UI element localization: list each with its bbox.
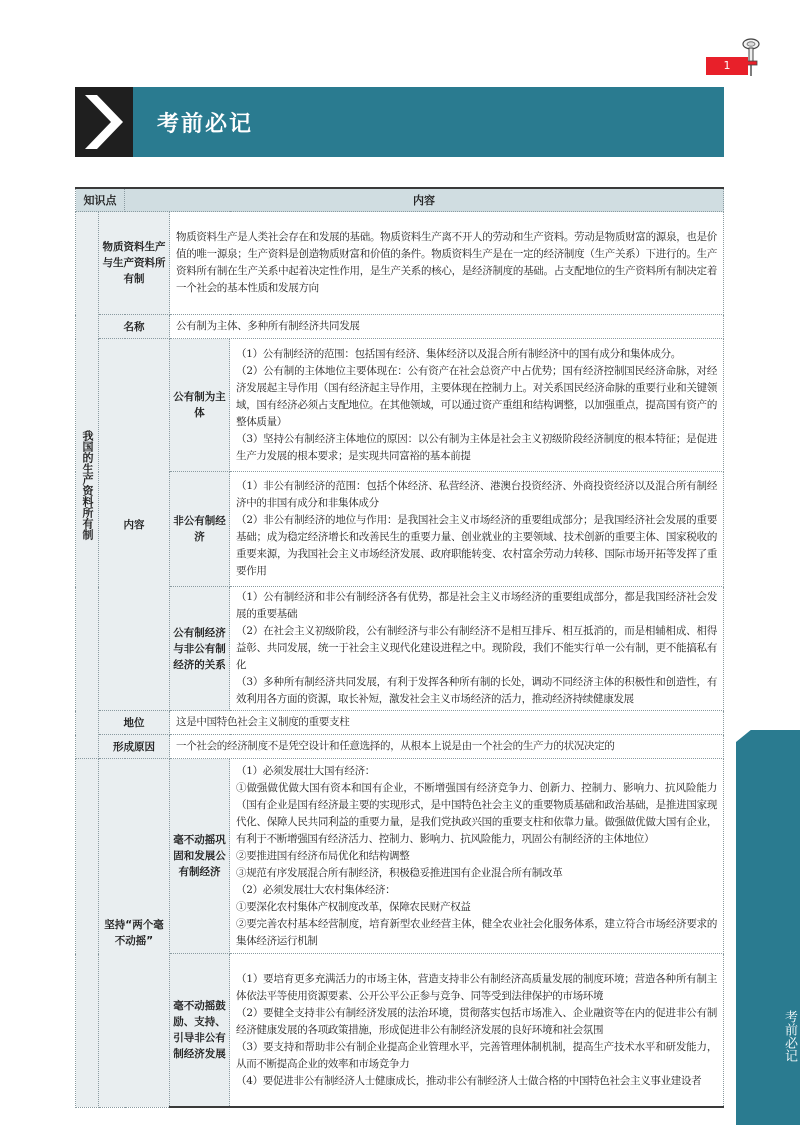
header-content: 内容	[125, 188, 724, 212]
main-topic-cell	[76, 212, 99, 759]
content-line: （1）要培育更多充满活力的市场主体，营造支持非公有制经济高质量发展的制度环境；营造各种所有制主体依法平等使用资源要素、公开公平公正参与竞争、同等受到法律保护的市场环境	[236, 972, 718, 1002]
content-line: （2）非公有制经济的地位与作用：是我国社会主义市场经济的重要组成部分；是我国经济社会发展的重要基础；成为稳定经济增长和改善民生的重要力量、创业就业的主要领域、技术创新的重要主体、国家税收的重要来源，为我国社会主义市场经济发展、政府职能转变、农村富余劳动力转移、国际市场开拓等发挥了重要作用	[236, 514, 718, 577]
chevron-block	[75, 87, 133, 157]
table-row	[76, 954, 724, 1108]
sub-label-gongyou: 公有制为主体	[170, 339, 230, 472]
content-line: ①做强做优做大国有资本和国有企业，不断增强国有经济竞争力、创新力、控制力、影响力、抗风险能力（国有企业是国有经济最主要的实现形式，是中国特色社会主义的重要物质基础和政治基础，是推进国家现代化、保障人民共同利益的重要力量，是我们党执政兴国的重要支柱和依靠力量。做强做优做大国有企业，有利于不断增强国有经济活力、控制力、影响力、抗风险能力，巩固公有制经济的主体地位）	[236, 781, 718, 845]
row-content-xingcheng: 一个社会的经济制度不是凭空设计和任意选择的，从根本上说是由一个社会的生产力的状况决定的	[170, 735, 724, 759]
table-row	[76, 472, 724, 587]
content-line: （4）要促进非公有制经济人士健康成长，推动非公有制经济人士做合格的中国特色社会主义事业建设者	[236, 1074, 702, 1087]
sub-content-guanxi	[230, 587, 724, 711]
row-label-diwei: 地位	[99, 711, 170, 735]
row-content-mingcheng: 公有制为主体、多种所有制经济共同发展	[170, 315, 724, 339]
side-tab-label: 考前必记	[782, 1010, 797, 1062]
table-row	[76, 587, 724, 711]
content-line: ②要完善农村基本经营制度，培育新型农业经营主体，健全农业社会化服务体系，建立符合市场经济要求的集体经济运行机制	[236, 917, 718, 947]
row-label-wuzhi: 物质资料生产与生产资料所有制	[99, 212, 170, 315]
table-row	[76, 339, 724, 472]
sub-label-gongyou-zhi: 毫不动摇巩固和发展公有制经济	[170, 759, 230, 954]
row-content-wuzhi: 物质资料生产是人类社会存在和发展的基础。物质资料生产离不开人的劳动和生产资料。劳动是物质财富的源泉，也是价值的唯一源泉；生产资料是创造物质财富和价值的条件。物质资料生产是在一定的经济制度（生产关系）下进行的。生产资料所有制在生产关系中起着决定性作用，是生产关系的核心，是经济制度的基础。占支配地位的生产资料所有制决定着一个社会的基本性质和发展方向	[170, 212, 724, 315]
sub-content-gongyou	[230, 339, 724, 472]
content-line: （2）在社会主义初级阶段，公有制经济与非公有制经济不是相互排斥、相互抵消的，而是相辅相成、相得益彰、共同发展，统一于社会主义现代化建设进程之中。现阶段，我们不能实行单一公有制，更不能搞私有化	[236, 625, 718, 671]
page-number: 1	[706, 57, 748, 75]
main-topic-label: 我国的生产资料所有制	[81, 430, 94, 540]
row-label-jianchi: 坚持“两个毫不动摇”	[99, 759, 170, 1108]
content-line: （1）公有制经济和非公有制经济各有优势，都是社会主义市场经济的重要组成部分，都是我国经济社会发展的重要基础	[236, 591, 718, 620]
table-row	[76, 735, 724, 759]
row-label-mingcheng: 名称	[99, 315, 170, 339]
sub-label-guanxi: 公有制经济与非公有制经济的关系	[170, 587, 230, 711]
sub-content-fei-zhi	[230, 954, 724, 1108]
row-label-xingcheng: 形成原因	[99, 735, 170, 759]
main-topic-cell-continued	[76, 759, 99, 1108]
section-banner	[75, 87, 724, 157]
sub-content-gongyou-zhi	[230, 759, 724, 954]
chevron-right-icon	[75, 87, 133, 157]
side-tab	[736, 730, 800, 1125]
content-line: （3）多种所有制经济共同发展，有利于发挥各种所有制的长处，调动不同经济主体的积极性和创造性，有效利用各方面的资源，取长补短，激发社会主义市场经济的活力，推动经济持续健康发展	[236, 676, 718, 705]
content-line: （3）坚持公有制经济主体地位的原因：以公有制为主体是社会主义初级阶段经济制度的根本特征；是促进生产力发展的根本要求；是实现共同富裕的基本前提	[236, 432, 718, 462]
content-line: ②要推进国有经济布局优化和结构调整	[236, 849, 410, 862]
content-line: （1）必须发展壮大国有经济：	[236, 764, 375, 777]
content-line: （1）非公有制经济的范围：包括个体经济、私营经济、港澳台投资经济、外商投资经济以及混合所有制经济中的非国有成分和非集体成分	[236, 480, 718, 509]
section-title: 考前必记	[157, 112, 254, 137]
content-line: ①要深化农村集体产权制度改革，保障农民财产权益	[236, 900, 471, 913]
sub-label-feigongyou: 非公有制经济	[170, 472, 230, 587]
row-content-diwei: 这是中国特色社会主义制度的重要支柱	[170, 711, 724, 735]
table-row	[76, 212, 724, 315]
content-line: ③规范有序发展混合所有制经济，积极稳妥推进国有企业混合所有制改革	[236, 866, 563, 879]
row-label-neirong: 内容	[99, 339, 170, 711]
table-row	[76, 315, 724, 339]
header-knowledge: 知识点	[76, 188, 125, 212]
content-line: （2）公有制的主体地位主要体现在：公有资产在社会总资产中占优势；国有经济控制国民经济命脉，对经济发展起主导作用（国有经济起主导作用，主要体现在控制力上。对关系国民经济命脉的重要行业和关键领域，国有经济必须占支配地位。在其他领域，可以通过资产重组和结构调整，以加强重点，提高国有资产的整体质量）	[236, 364, 718, 428]
table-row	[76, 759, 724, 954]
content-line: （2）要健全支持非公有制经济发展的法治环境，贯彻落实包括市场准入、企业融资等在内的促进非公有制经济健康发展的各项政策措施，形成促进非公有制经济发展的良好环境和社会氛围	[236, 1006, 718, 1036]
content-line: （2）必须发展壮大农村集体经济：	[236, 883, 396, 896]
knowledge-table	[75, 187, 723, 1108]
sub-label-fei-zhi: 毫不动摇鼓励、支持、引导非公有制经济发展	[170, 954, 230, 1108]
content-line: （1）公有制经济的范围：包括国有经济、集体经济以及混合所有制经济中的国有成分和集体成分。	[236, 347, 681, 360]
content-line: （3）要支持和帮助非公有制企业提高企业管理水平，完善管理体制机制，提高生产技术水平和研发能力，从而不断提高企业的效率和市场竞争力	[236, 1040, 718, 1070]
sub-content-feigongyou	[230, 472, 724, 587]
table-header-row	[76, 188, 724, 212]
table-row	[76, 711, 724, 735]
